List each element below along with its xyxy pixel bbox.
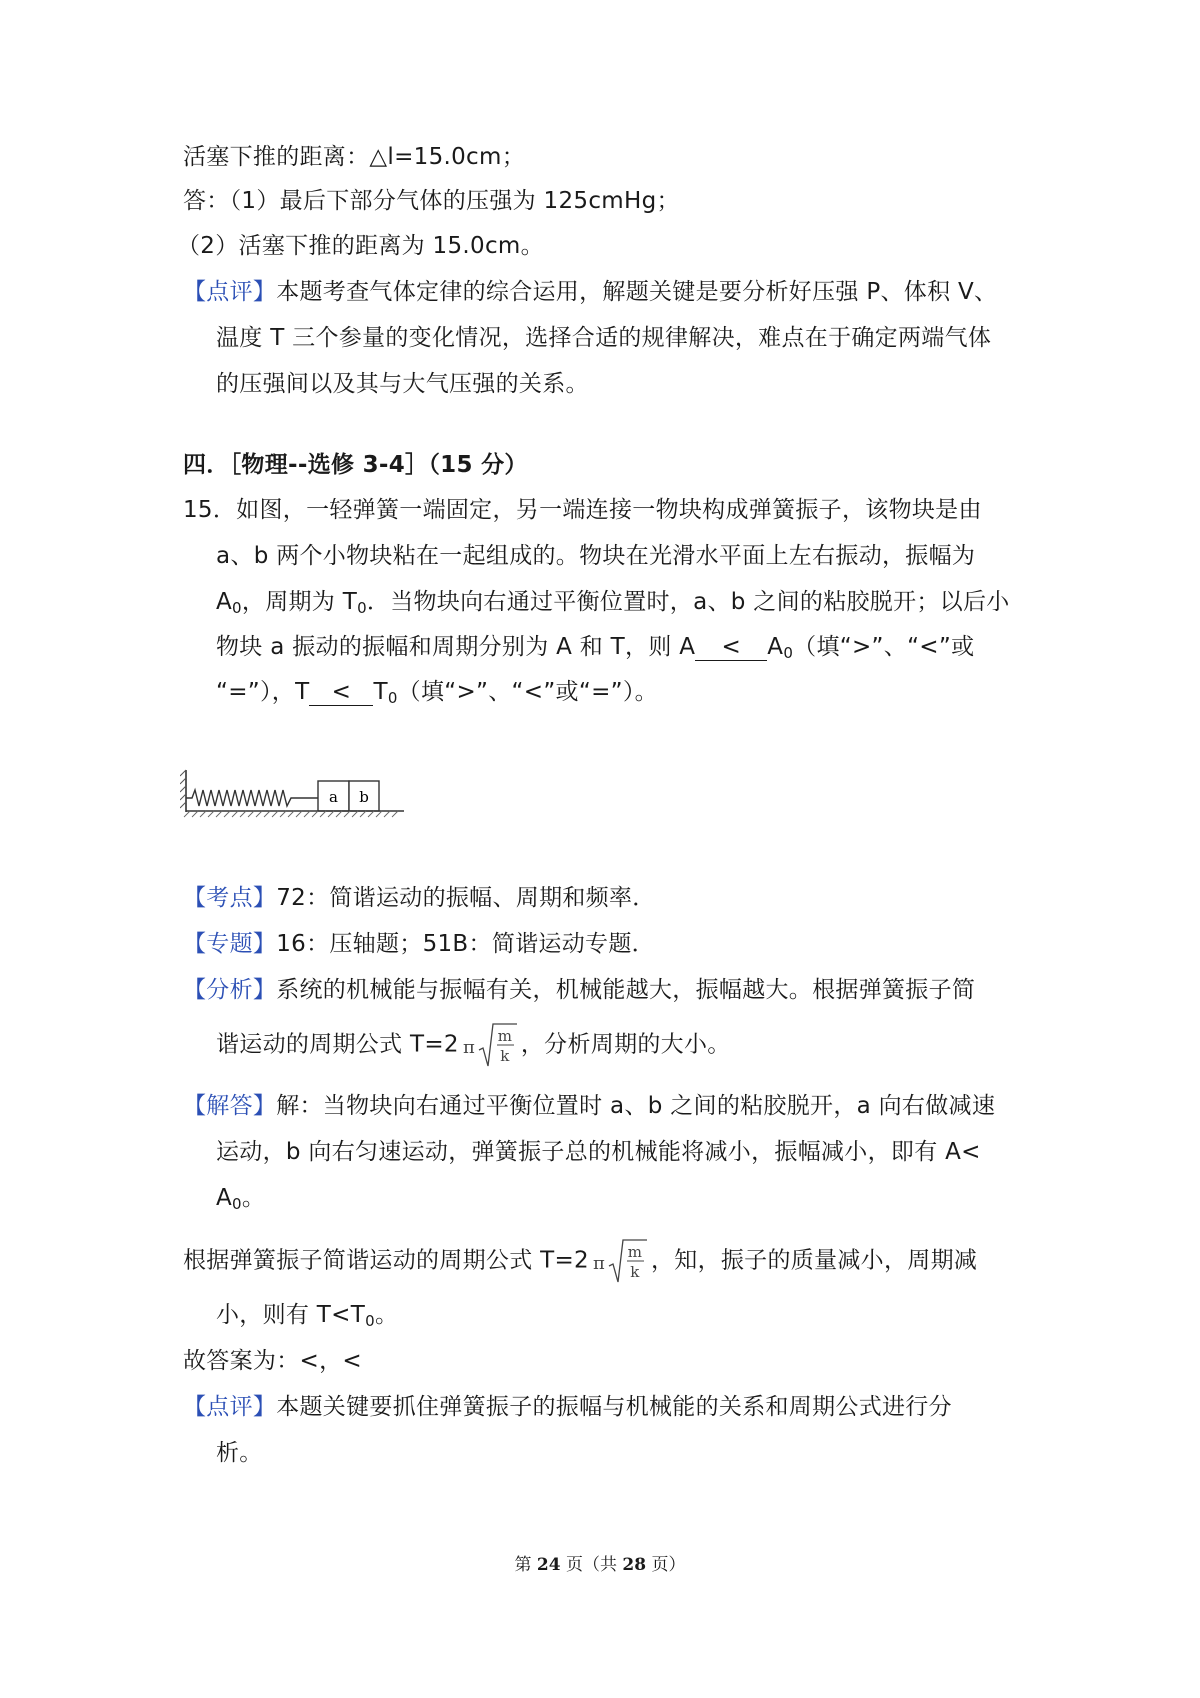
text-line — [177, 231, 544, 261]
text-line — [216, 1020, 731, 1070]
line-text: 。 — [241, 1185, 266, 1211]
line-text: ，知，振子的质量减小，周期减 — [650, 1247, 978, 1274]
final-answer-line — [183, 1346, 362, 1376]
line-text: 解：当物块向右通过平衡位置时 a、b 之间的粘胶脱开，a 向右做减速 — [276, 1093, 996, 1119]
line-text: 本题考查气体定律的综合运用，解题关键是要分析好压强 P、体积 V、 — [276, 279, 998, 305]
pi-symbol: π — [592, 1253, 606, 1274]
period-formula — [461, 1020, 519, 1070]
pi-symbol: π — [462, 1037, 476, 1058]
analysis-line — [183, 975, 975, 1005]
line-text: A — [216, 589, 233, 615]
formula-denominator: k — [630, 1263, 640, 1281]
text-line — [216, 1137, 981, 1167]
subscript: 0 — [365, 1312, 375, 1330]
line-text: 谐运动的周期公式 T=2 — [216, 1031, 459, 1058]
line-text: （填“>”、“<”或 — [793, 634, 975, 660]
block-b-label: b — [359, 788, 369, 806]
line-text: 物块 a 振动的振幅和周期分别为 A 和 T，则 A — [216, 634, 696, 660]
text-line — [216, 1438, 263, 1468]
line-text: ．当物块向右通过平衡位置时，a、b 之间的粘胶脱开；以后小 — [366, 589, 1010, 615]
floor-hatching — [184, 811, 398, 817]
line-text: 。 — [374, 1302, 399, 1328]
line-text: 根据弹簧振子简谐运动的周期公式 T=2 — [183, 1247, 589, 1274]
footer-suffix: 页） — [646, 1555, 686, 1575]
line-text: ，周期为 T — [241, 589, 358, 615]
answer-blank-period: < — [309, 679, 373, 706]
solution-tag: 【解答】 — [183, 1093, 277, 1119]
wall-hatching — [180, 770, 186, 808]
line-text: ，分析周期的大小。 — [520, 1031, 731, 1058]
line-text: A — [216, 1185, 233, 1211]
line-text: 故答案为：<，< — [183, 1348, 362, 1374]
line-text: “=”），T — [216, 679, 310, 705]
topic-line — [183, 929, 655, 959]
spring-oscillator-figure — [180, 768, 406, 818]
line-text: A — [767, 634, 784, 660]
line-text: 16：压轴题；51B：简谐运动专题． — [276, 931, 655, 957]
knowledge-point-line — [183, 883, 656, 913]
line-text: 析。 — [216, 1440, 263, 1466]
text-line — [216, 587, 1010, 617]
answer-blank-amplitude: < — [695, 634, 767, 661]
review-line — [183, 277, 997, 307]
text-line — [183, 186, 680, 216]
block-a-label: a — [329, 788, 338, 806]
line-text: T — [373, 679, 388, 705]
review-tag: 【点评】 — [183, 279, 277, 305]
topic-tag: 【专题】 — [183, 931, 277, 957]
spring — [186, 790, 318, 806]
page-footer — [0, 1550, 1200, 1575]
text-line — [183, 142, 525, 172]
analysis-tag: 【分析】 — [183, 977, 277, 1003]
text-line — [216, 1183, 265, 1213]
text-line — [183, 1236, 977, 1286]
subscript: 0 — [232, 599, 242, 617]
footer-prefix: 第 — [514, 1555, 537, 1575]
subscript: 0 — [357, 599, 367, 617]
line-text: 系统的机械能与振幅有关，机械能越大，振幅越大。根据弹簧振子简 — [276, 977, 976, 1003]
line-text: 运动，b 向右匀速运动，弹簧振子总的机械能将减小，振幅减小，即有 A< — [216, 1139, 981, 1165]
subscript: 0 — [387, 689, 398, 707]
line-text: 15．如图，一轻弹簧一端固定，另一端连接一物块构成弹簧振子，该物块是由 — [183, 497, 982, 523]
formula-denominator: k — [500, 1047, 510, 1065]
line-text: （填“>”、“<”或“=”）。 — [397, 679, 658, 705]
line-text: 答：（1）最后下部分气体的压强为 125cmHg； — [183, 188, 680, 214]
text-line — [216, 541, 975, 571]
subscript: 0 — [783, 644, 794, 662]
section-heading — [183, 450, 528, 480]
section-title: 四．［物理--选修 3-4］（15 分） — [183, 452, 528, 478]
text-line — [216, 677, 658, 707]
period-formula — [591, 1236, 649, 1286]
knowledge-point-tag: 【考点】 — [183, 885, 277, 911]
line-text: 小，则有 T<T — [216, 1302, 366, 1328]
line-text: a、b 两个小物块粘在一起组成的。物块在光滑水平面上左右振动，振幅为 — [216, 543, 976, 569]
text-line — [216, 632, 974, 662]
formula-numerator: m — [497, 1027, 513, 1045]
line-text: 温度 T 三个参量的变化情况，选择合适的规律解决，难点在于确定两端气体 — [216, 325, 992, 351]
question-line — [183, 495, 982, 525]
footer-mid: 页（共 — [560, 1555, 623, 1575]
total-pages: 28 — [622, 1555, 647, 1575]
solution-line — [183, 1091, 995, 1121]
formula-numerator: m — [627, 1243, 643, 1261]
review-line — [183, 1392, 952, 1422]
page-number: 24 — [536, 1555, 561, 1575]
text-line — [216, 323, 991, 353]
line-text: 活塞下推的距离：△l=15.0cm； — [183, 144, 526, 170]
text-line — [216, 369, 589, 399]
line-text: 本题关键要抓住弹簧振子的振幅与机械能的关系和周期公式进行分 — [276, 1394, 952, 1420]
text-line — [216, 1300, 398, 1330]
review-tag: 【点评】 — [183, 1394, 277, 1420]
line-text: （2）活塞下推的距离为 15.0cm。 — [177, 233, 544, 259]
subscript: 0 — [232, 1195, 242, 1213]
line-text: 的压强间以及其与大气压强的关系。 — [216, 371, 589, 397]
line-text: 72：简谐运动的振幅、周期和频率． — [276, 885, 656, 911]
